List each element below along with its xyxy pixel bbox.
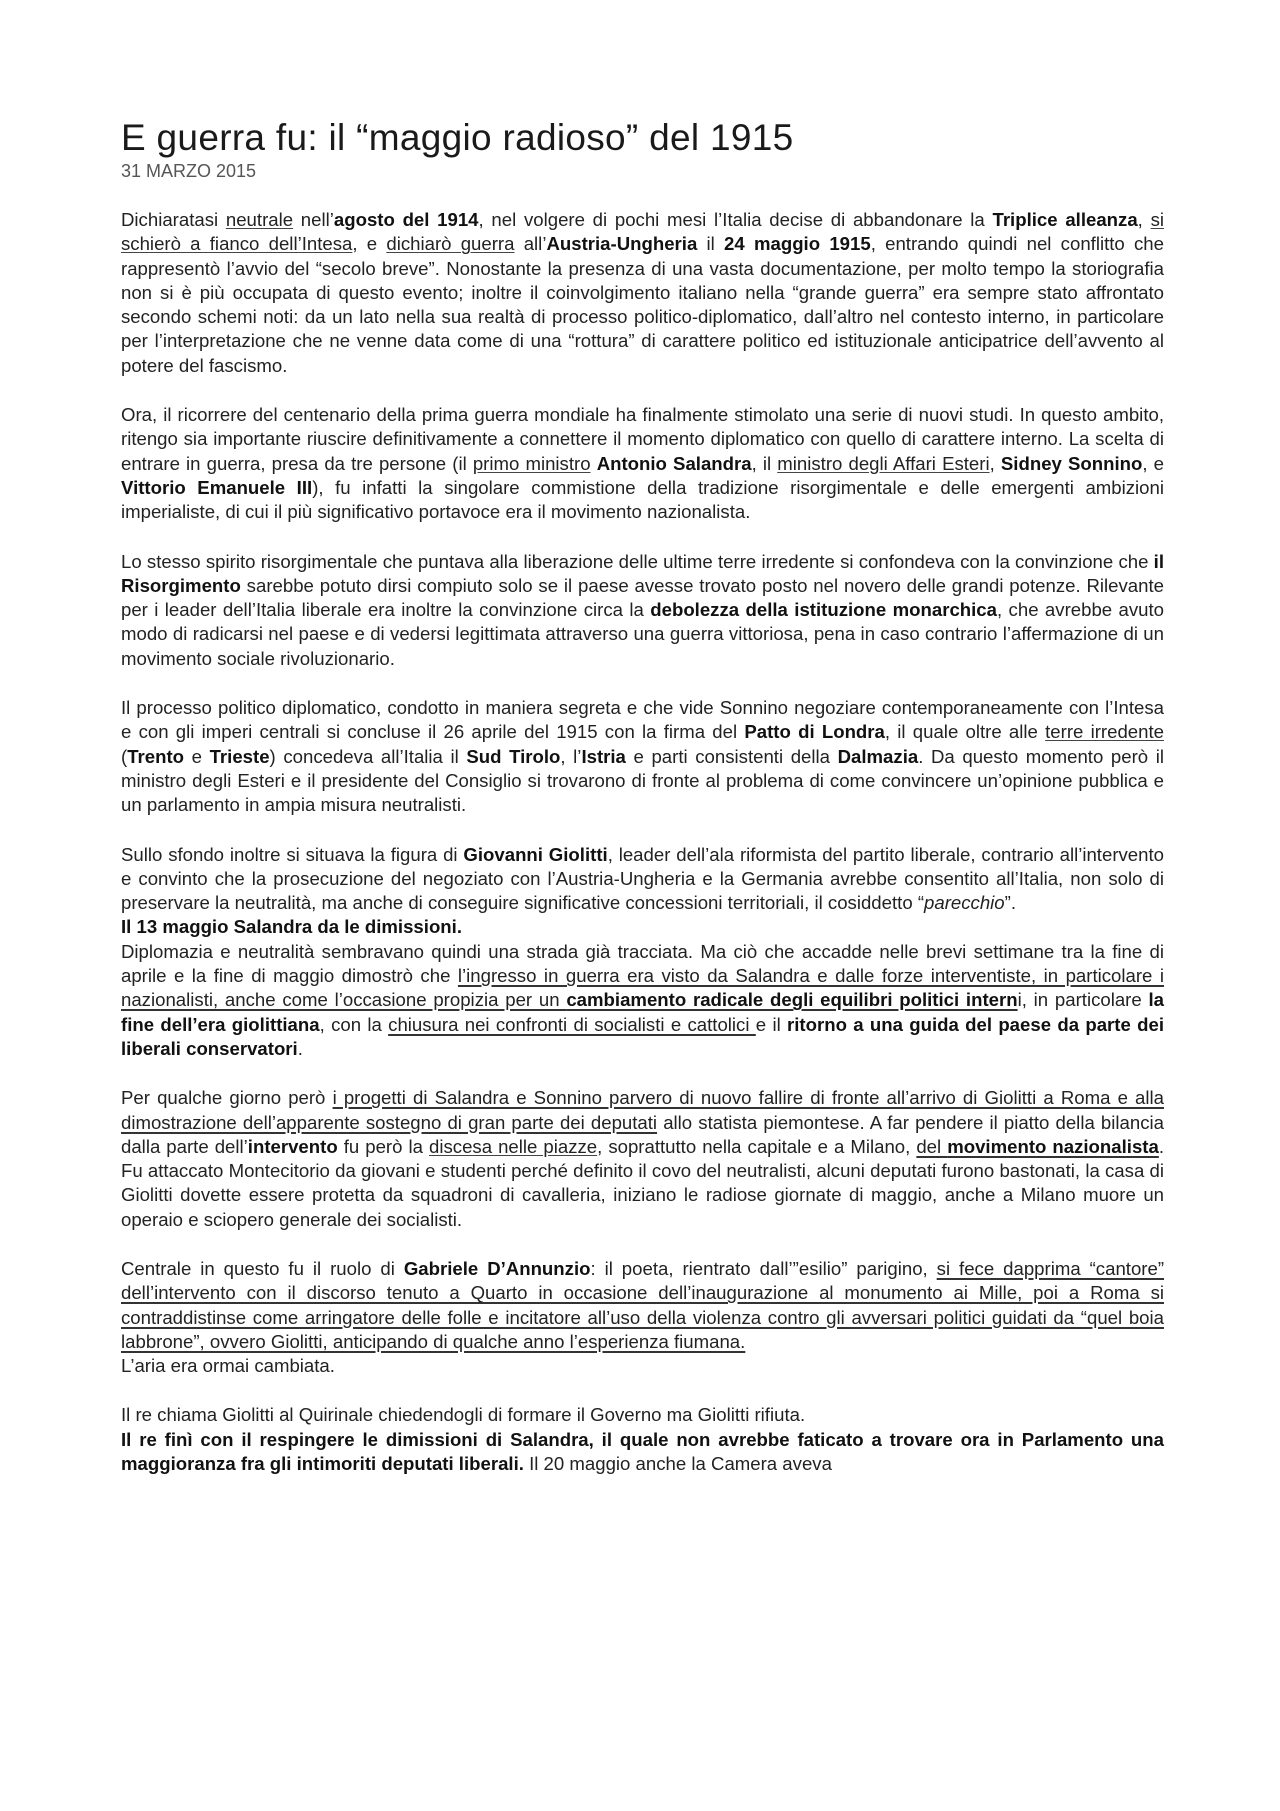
paragraph-3: Lo stesso spirito risorgimentale che puntava alla liberazione delle ultime terre irredente si confondeva con la convinzione che il Risorgimento sarebbe potuto dirsi compiuto solo se il paese avesse trovato posto nel novero delle grandi potenze. Rilevante per i leader dell’Italia liberale era inoltre la convinzione circa la debolezza della istituzione monarchica, che avrebbe avuto modo di radicarsi nel paese e di vedersi legittimata attraverso una guerra vittoriosa, pena in caso contrario l’affermazione di un movimento sociale rivoluzionario. [121,550,1165,669]
highlight-chiusura: chiusura nei confronti di socialisti e cattolici [388,1013,756,1035]
article-date: 31 MARZO 2015 [121,161,257,181]
link-intesa[interactable]: si schierò a fianco dell’Intesa [121,209,1165,255]
paragraph-9: Centrale in questo fu il ruolo di Gabriele D’Annunzio: il poeta, rientrato dall’”esilio” parigino, si fece dapprima “cantore” dell’intervento con il discorso tenuto a Quarto in occasione dell’inaugurazione al monumento ai Mille, poi a Roma si contraddistinse come arringatore delle folle e incitatore all’uso della violenza contro gli avversari politici guidati da “quel boia labbrone”, ovvero Giolitti, anticipando di qualche anno l’esperienza fiumana. [121,1257,1165,1352]
link-dichiaro-guerra[interactable]: dichiarò guerra [386,233,515,255]
link-terre-irredente[interactable]: terre irredente [1045,721,1164,743]
paragraph-1: Dichiaratasi neutrale nell’agosto del 1914, nel volgere di pochi mesi l’Italia decise di abbandonare la Triplice alleanza, si schierò a fianco dell’Intesa, e dichiarò guerra all’Austria-Ungheria il 24 maggio 1915, entrando quindi nel conflitto che rappresentò l’avvio del “secolo breve”. Nonostante la presenza di una vasta documentazione, per molto tempo la storiografia non si è più occupata di questo evento; inoltre il coinvolgimento italiano nella “grande guerra” era sempre stato affrontato secondo schemi noti: da un lato nella sua realtà di processo politico-diplomatico, dall’altro nel contesto interno, in particolare per l’interpretazione che ne venne data come di una “rottura” di carattere politico ed istituzionale anticipatrice dell’avvento al potere del fascismo. [121,209,1165,376]
paragraph-12: Il re finì con il respingere le dimissioni di Salandra, il quale non avrebbe faticato a trovare ora in Parlamento una maggioranza fra gli intimoriti deputati liberali. Il 20 maggio anche la Camera aveva [121,1428,1164,1475]
paragraph-2: Ora, il ricorrere del centenario della prima guerra mondiale ha finalmente stimolato una serie di nuovi studi. In questo ambito, ritengo sia importante riuscire definitivamente a connettere il momento diplomatico con quello di carattere interno. La scelta di entrare in guerra, presa da tre persone (il primo ministro Antonio Salandra, il ministro degli Affari Esteri, Sidney Sonnino, e Vittorio Emanuele III), fu infatti la singolare commistione della tradizione risorgimentale e delle emergenti ambizioni imperialiste, di cui il più significativo portavoce era il movimento nazionalista. [121,404,1164,523]
paragraph-8: Per qualche giorno però i progetti di Salandra e Sonnino parvero di nuovo fallire di fronte all’arrivo di Giolitti a Roma e alla dimostrazione dell’apparente sostegno di gran parte dei deputati allo statista piemontese. A far pendere il piatto della bilancia dalla parte dell’intervento fu però la discesa nelle piazze, soprattutto nella capitale e a Milano, del movimento nazionalista. Fu attaccato Montecitorio da giovani e studenti perché definito il covo del neutralisti, alcuni deputati furono bastonati, la casa di Giolitti dovette essere protetta da squadroni di cavalleria, iniziano le radiose giornate di maggio, anche a Milano muore un operaio e sciopero generale dei socialisti. [121,1087,1165,1230]
link-movimento-nazionalista[interactable]: del movimento nazionalista [916,1135,1159,1157]
article [121,118,1164,1476]
paragraph-4: Il processo politico diplomatico, condotto in maniera segreta e che vide Sonnino negoziare contemporaneamente con l’Intesa e con gli imperi centrali si concluse il 26 aprile del 1915 con la firma del Patto di Londra, il quale oltre alle terre irredente (Trento e Trieste) concedeva all’Italia il Sud Tirolo, l’Istria e parti consistenti della Dalmazia. Da questo momento però il ministro degli Esteri e il presidente del Consiglio si trovarono di fronte al problema di come convincere un’opinione pubblica e un parlamento in ampia misura neutralisti. [121,697,1164,816]
paragraph-11: Il re chiama Giolitti al Quirinale chiedendogli di formare il Governo ma Giolitti rifiuta. [121,1404,806,1426]
link-discesa-piazze[interactable]: discesa nelle piazze [429,1135,598,1157]
paragraph-6: Il 13 maggio Salandra da le dimissioni. [121,916,462,938]
highlight-ingresso-guerra: l’ingresso in guerra era visto da Salandra e dalle forze interventiste, in particolare i nazionalisti, anche come l’occasione propizia per un cambiamento radicale degli equilibri politici intern [121,965,1165,1011]
link-primo-ministro[interactable]: primo ministro [472,452,591,474]
paragraph-10: L’aria era ormai cambiata. [121,1355,335,1377]
link-ministro-esteri[interactable]: ministro degli Affari Esteri [777,452,990,474]
article-body [121,208,1164,1476]
highlight-dannunzio: si fece dapprima “cantore” dell’intervento con il discorso tenuto a Quarto in occasione dell’inaugurazione al monumento ai Mille, poi a Roma si contraddistinse come arringatore delle folle e incitatore all’uso della violenza contro gli avversari politici guidati da “quel boia labbrone”, ovvero Giolitti, anticipando di qualche anno l’esperienza fiumana. [121,1257,1165,1352]
paragraph-5: Sullo sfondo inoltre si situava la figura di Giovanni Giolitti, leader dell’ala riformista del partito liberale, contrario all’intervento e convinto che la prosecuzione del negoziato con l’Austria-Ungheria e la Germania avrebbe consentito all’Italia, non solo di preservare la neutralità, ma anche di conseguire significative concessioni territoriali, il cosiddetto “parecchio”. [121,843,1164,914]
link-neutrale[interactable]: neutrale [225,209,294,230]
article-title: E guerra fu: il “maggio radioso” del 1915 [121,117,794,158]
paragraph-7: Diplomazia e neutralità sembravano quindi una strada già tracciata. Ma ciò che accadde nelle brevi settimane tra la fine di aprile e la fine di maggio dimostrò che l’ingresso in guerra era visto da Salandra e dalle forze interventiste, in particolare i nazionalisti, anche come l’occasione propizia per un cambiamento radicale degli equilibri politici interni, in particolare la fine dell’era giolittiana, con la chiusura nei confronti di socialisti e cattolici e il ritorno a una guida del paese da parte dei liberali conservatori. [121,940,1165,1059]
highlight-progetti: i progetti di Salandra e Sonnino parvero di nuovo fallire di fronte all’arrivo di Giolitti a Roma e alla dimostrazione dell’apparente sostegno di gran parte dei deputati [121,1087,1165,1133]
